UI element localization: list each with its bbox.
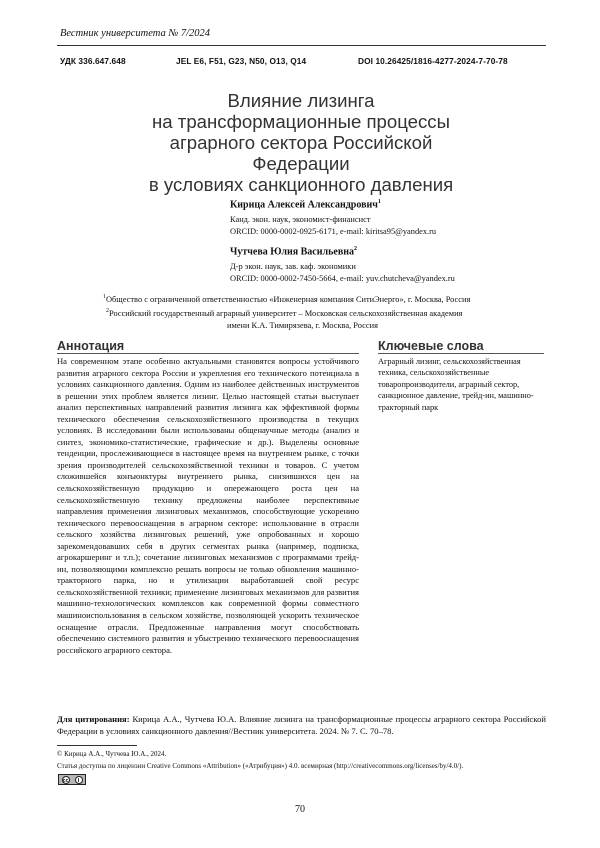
abstract-divider [57, 353, 359, 354]
citation-label: Для цитирования: [57, 714, 130, 724]
affiliation: $^1$Общество с ограниченной ответственностью «Инженерная компания СитиЭнерго», г. Москва, Россия [103, 294, 471, 304]
title-line: аграрного сектора Российской Федерации [169, 132, 433, 174]
article-title [120, 90, 482, 195]
title-line: Влияние лизинга [227, 90, 375, 111]
doi[interactable]: DOI 10.26425/1816-4277-2024-7-70-78 [358, 56, 508, 66]
cc-license-icon[interactable] [58, 774, 86, 785]
author-block [230, 197, 550, 237]
license-text[interactable]: Статья доступна по лицензии Creative Commons «Attribution» («Атрибуция») 4.0. всемирная (http://creativecommons.org/licenses/by/4.0/). [57, 762, 464, 770]
header-divider [57, 45, 546, 46]
keywords-heading: Ключевые слова [378, 339, 484, 353]
author-contact[interactable]: ORCID: 0000-0002-7450-5664, e-mail: yuv.chutcheva@yandex.ru [230, 273, 455, 283]
author-position: Д-р экон. наук, зав. каф. экономики [230, 262, 356, 272]
attribution-icon: i [75, 776, 83, 784]
author-name: Кирица Алексей Александрович$^1$ [230, 199, 381, 211]
keywords-text: Аграрный лизинг, сельскохозяйственная техника, сельскохозяйственные товаропроизводители, аграрный сектор, санкционное давление, трейд-ин, машинно-тракторный парк [378, 357, 534, 412]
keywords-divider [378, 353, 544, 354]
citation [57, 713, 546, 737]
journal-header: Вестник университета № 7/2024 [60, 28, 211, 39]
abstract-text: На современном этапе особенно актуальными становятся вопросы устойчивого развития аграрного сектора России и укрепления его технического потенциала в условиях санкционного давления. Одним из наиболее действенных инструментов в решении этих проблем является лизинг. Целью настоящей статьи выступает анализ перспективных направлений развития лизинга как эффективной формы технического обеспечения сельскохозяйственного производства в текущих условиях. В исследовании были использованы общенаучные методы (анализ и синтез, экономико-статистические, графические и др.). Выделены основные тенденции, прослеживающиеся в настоящее время на внутреннем рынке, с точки зрения производителей сельскохозяйственной техники и товаров. С учетом сложившейся конъюнктуры внутреннего рынка, снизившихся цен на сельскохозяйственную продукцию и опережающего роста цен на сельскохозяйственную технику предложены наиболее перспективные направления применения лизинговых механизмов, способствующие ускорению технического перевооснащения в аграрном секторе: использование в отрасли сельского хозяйства лизинговых решений, уже опробованных и хорошо зарекомендовавших себя в других сегментах рынка (например, подписка, агрокаршеринг и т.п.); сочетание лизинговых механизмов с программами трейд-ин, позволяющими комплексно решать вопросы не только обновления машинно-тракторного парка, но и утилизации выработавшей свой ресурс сельскохозяйственной техники; применение лизинговых механизмов для развития машинно-технологических комплексов как современной формы совместного машиноиспользования в сельском хозяйстве, позволяющей ускорить техническое оснащение отрасли. Предложенные направления могут способствовать обеспечению системного развития и убыстрению технического перевооснащения российского аграрного сектора. [57, 356, 359, 655]
citation-text: Кирица А.А., Чутчева Ю.А. Влияние лизинга на трансформационные процессы аграрного сектора Российской Федерации в условиях санкционного давления//Вестник университета. 2024. № 7. С. 70–78. [57, 714, 546, 737]
cc-icon: cc [62, 777, 69, 784]
author-position: Канд. экон. наук, экономист-финансист [230, 215, 371, 225]
footer-divider [57, 745, 137, 746]
affiliation: $^2$Российский государственный аграрный университет – Московская сельскохозяйственная академия имени К.А. Тимирязева, г. Москва, Россия [106, 308, 463, 330]
page-number: 70 [295, 804, 305, 815]
title-line: в условиях санкционного давления [148, 174, 454, 195]
jel-codes: JEL E6, F51, G23, N50, O13, Q14 [176, 56, 307, 66]
author-name: Чутчева Юлия Васильевна$^2$ [230, 246, 358, 258]
copyright: © Кирица А.А., Чутчева Ю.А., 2024. [57, 750, 167, 758]
title-line: на трансформационные процессы [152, 111, 450, 132]
udc-code: УДК 336.647.648 [60, 56, 126, 66]
abstract-heading: Аннотация [57, 339, 125, 353]
author-contact[interactable]: ORCID: 0000-0002-0925-6171, e-mail: kiritsa95@yandex.ru [230, 226, 437, 236]
author-block [230, 244, 550, 284]
